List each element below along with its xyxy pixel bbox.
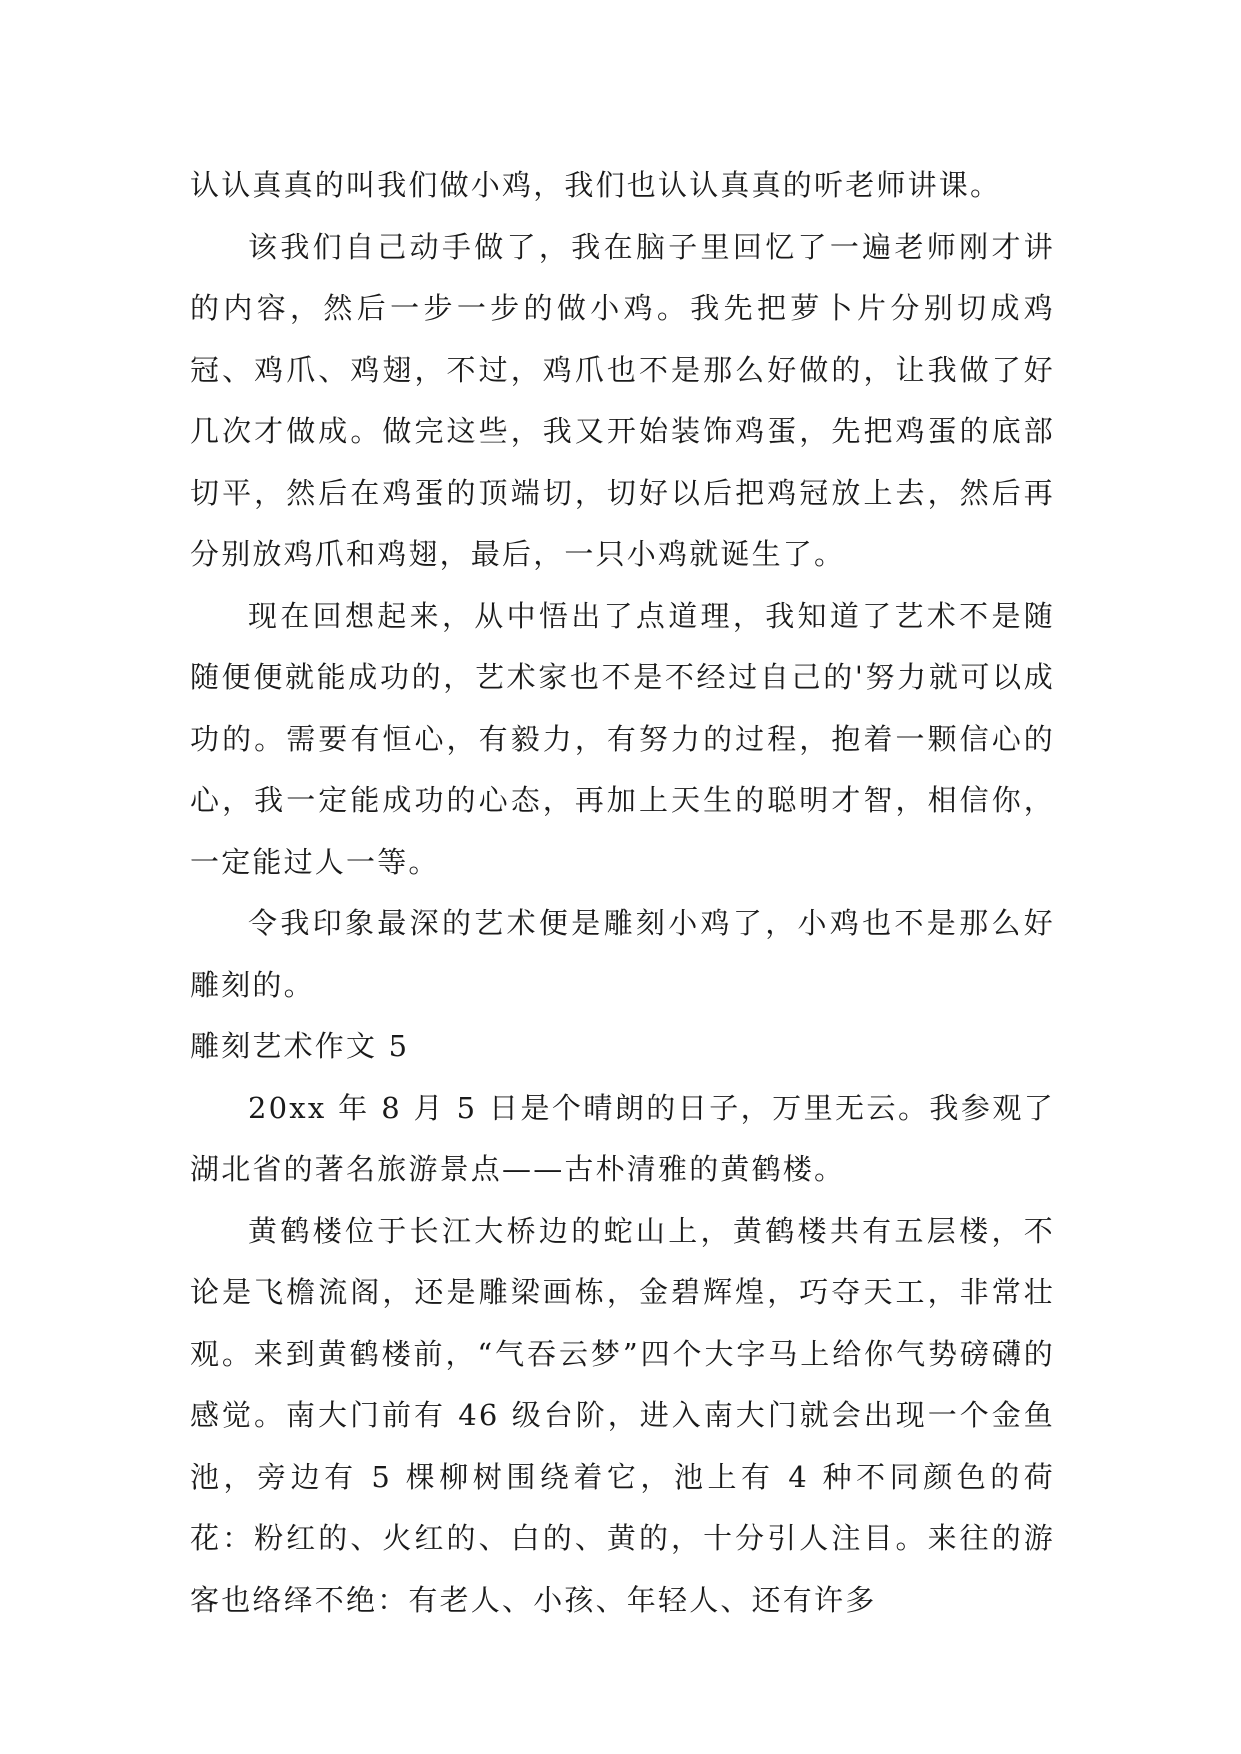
- section-title: 雕刻艺术作文 5: [190, 1029, 410, 1063]
- paragraph-4: 令我印象最深的艺术便是雕刻小鸡了，小鸡也不是那么好雕刻的。: [190, 906, 1055, 1002]
- section-paragraph-1: 20xx 年 8 月 5 日是个晴朗的日子，万里无云。我参观了湖北省的著名旅游景点——古朴清雅的黄鹤楼。: [190, 1090, 1055, 1186]
- paragraph-1: 认认真真的叫我们做小鸡，我们也认认真真的听老师讲课。: [190, 168, 1002, 202]
- paragraph-2: 该我们自己动手做了，我在脑子里回忆了一遍老师刚才讲的内容，然后一步一步的做小鸡。我先把萝卜片分别切成鸡冠、鸡爪、鸡翅，不过，鸡爪也不是那么好做的，让我做了好几次才做成。做完这些，我又开始装饰鸡蛋，先把鸡蛋的底部切平，然后在鸡蛋的顶端切，切好以后把鸡冠放上去，然后再分别放鸡爪和鸡翅，最后，一只小鸡就诞生了。: [190, 229, 1055, 571]
- paragraph-3: 现在回想起来，从中悟出了点道理，我知道了艺术不是随随便便就能成功的，艺术家也不是不经过自己的'努力就可以成功的。需要有恒心，有毅力，有努力的过程，抱着一颗信心的心，我一定能成功的心态，再加上天生的聪明才智，相信你，一定能过人一等。: [190, 598, 1055, 879]
- document-body: [190, 155, 1055, 1631]
- section-paragraph-2: 黄鹤楼位于长江大桥边的蛇山上，黄鹤楼共有五层楼，不论是飞檐流阁，还是雕梁画栋，金碧辉煌，巧夺天工，非常壮观。来到黄鹤楼前，“气吞云梦”四个大字马上给你气势磅礴的感觉。南大门前有 46 级台阶，进入南大门就会出现一个金鱼池，旁边有 5 棵柳树围绕着它，池上有 4 种不同颜色的荷花：粉红的、火红的、白的、黄的，十分引人注目。来往的游客也络绎不绝：有老人、小孩、年轻人、还有许多: [190, 1213, 1055, 1617]
